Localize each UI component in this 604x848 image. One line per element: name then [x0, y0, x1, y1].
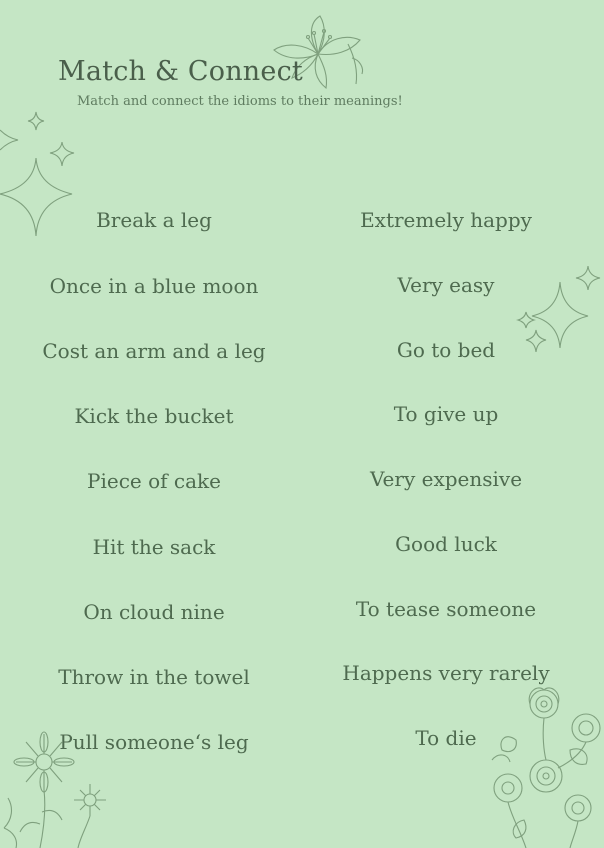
meaning-item[interactable]: Happens very rarely [342, 661, 550, 685]
idiom-item[interactable]: Kick the bucket [74, 404, 234, 428]
idiom-item[interactable]: Pull someone‘s leg [59, 730, 249, 754]
idiom-item[interactable]: Hit the sack [92, 535, 216, 559]
meaning-item[interactable]: Good luck [395, 532, 497, 556]
page-subtitle: Match and connect the idioms to their meanings! [77, 94, 403, 109]
meaning-item[interactable]: To give up [393, 402, 499, 426]
idiom-item[interactable]: Break a leg [96, 208, 212, 232]
rose-cluster-icon [486, 680, 604, 848]
meaning-item[interactable]: Very expensive [369, 467, 523, 491]
idiom-item[interactable]: Once in a blue moon [49, 274, 259, 298]
meaning-item[interactable]: Extremely happy [360, 208, 532, 232]
meaning-item[interactable]: Very easy [397, 273, 495, 297]
meaning-item[interactable]: To die [415, 726, 477, 750]
meaning-item[interactable]: To tease someone [355, 597, 537, 621]
idiom-item[interactable]: Piece of cake [87, 469, 221, 493]
idiom-item[interactable]: Cost an arm and a leg [42, 339, 266, 363]
idiom-item[interactable]: Throw in the towel [58, 665, 250, 689]
page-title: Match & Connect [58, 56, 303, 87]
meaning-item[interactable]: Go to bed [396, 338, 496, 362]
idiom-item[interactable]: On cloud nine [83, 600, 225, 624]
